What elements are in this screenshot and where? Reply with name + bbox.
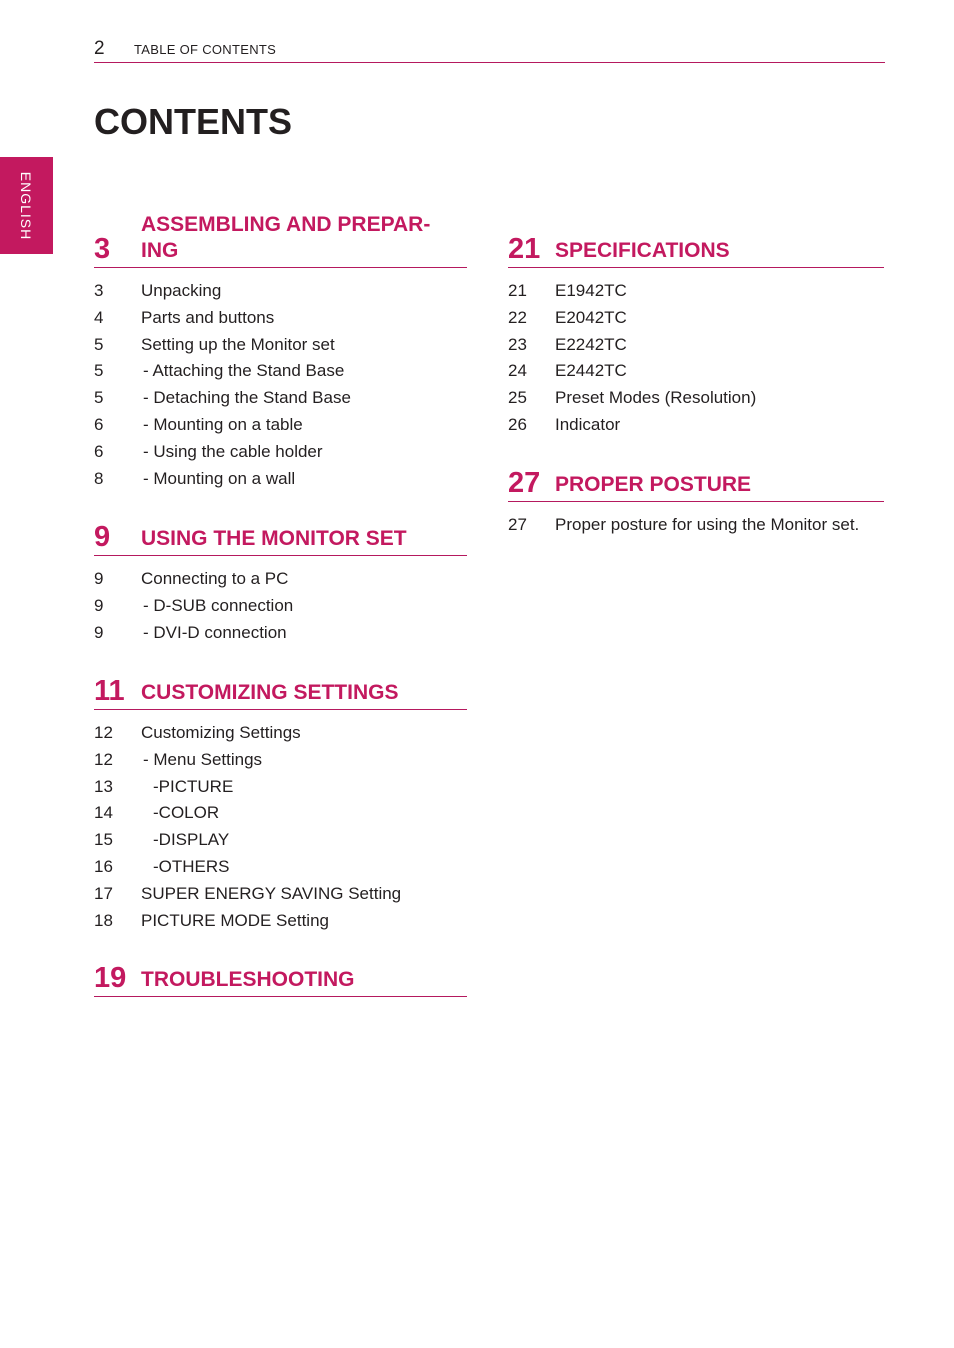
toc-entry[interactable] xyxy=(508,385,884,412)
entry-text: E2442TC xyxy=(555,361,627,381)
entry-page: 8 xyxy=(94,468,104,488)
toc-entries xyxy=(508,278,884,439)
entry-text: -COLOR xyxy=(153,803,220,823)
entry-page: 18 xyxy=(94,910,113,930)
entry-text: - DVI-D connection xyxy=(143,622,287,642)
entry-page: 14 xyxy=(94,803,113,823)
entry-text: -DISPLAY xyxy=(153,830,230,850)
entry-page: 25 xyxy=(508,388,527,408)
toc-entry[interactable] xyxy=(508,332,884,359)
toc-entry[interactable] xyxy=(94,800,467,827)
entry-page: 12 xyxy=(94,749,113,769)
toc-entry[interactable] xyxy=(508,412,884,439)
section-title[interactable]: SPECIFICATIONS xyxy=(555,239,730,262)
entry-text: - Attaching the Stand Base xyxy=(143,361,345,381)
section-heading xyxy=(94,675,467,710)
toc-entry[interactable] xyxy=(94,720,467,747)
section-number: 21 xyxy=(508,233,541,265)
entry-text: - Using the cable holder xyxy=(143,441,323,461)
toc-entry[interactable] xyxy=(508,512,884,539)
entry-page: 21 xyxy=(508,281,527,300)
header-title: TABLE OF CONTENTS xyxy=(134,42,277,57)
entry-text: - Mounting on a table xyxy=(143,414,303,434)
entry-page: 15 xyxy=(94,830,113,850)
toc-section-customizing xyxy=(94,675,467,934)
toc-entry[interactable] xyxy=(94,385,467,412)
entry-page: 3 xyxy=(94,281,104,300)
section-title-line: ING xyxy=(141,239,179,262)
entry-text: Parts and buttons xyxy=(141,307,275,327)
section-number: 9 xyxy=(94,521,111,553)
entry-text: Indicator xyxy=(555,414,621,434)
toc-entries xyxy=(508,512,884,539)
entry-text: - Mounting on a wall xyxy=(143,468,296,488)
section-heading xyxy=(94,962,467,997)
section-heading xyxy=(508,233,884,268)
entry-text: - D-SUB connection xyxy=(143,595,294,615)
toc-entry[interactable] xyxy=(508,305,884,332)
toc-entry[interactable] xyxy=(94,908,467,935)
section-title[interactable]: USING THE MONITOR SET xyxy=(141,527,407,550)
entry-text: SUPER ENERGY SAVING Setting xyxy=(141,883,402,903)
toc-entry[interactable] xyxy=(94,305,467,332)
toc-section-using-monitor xyxy=(94,521,467,646)
toc-section-assembling xyxy=(94,212,467,492)
toc-entry[interactable] xyxy=(508,358,884,385)
entry-text: Customizing Settings xyxy=(141,723,301,742)
entry-page: 12 xyxy=(94,723,113,742)
entry-page: 23 xyxy=(508,334,527,354)
entry-page: 6 xyxy=(94,441,104,461)
entry-page: 5 xyxy=(94,361,104,381)
entry-page: 4 xyxy=(94,307,104,327)
entry-text: E2242TC xyxy=(555,334,627,354)
toc-entry[interactable] xyxy=(94,620,467,647)
entry-page: 27 xyxy=(508,515,527,534)
section-title[interactable] xyxy=(94,212,467,267)
section-title[interactable]: PROPER POSTURE xyxy=(555,473,752,496)
entry-text: E2042TC xyxy=(555,307,627,327)
page-header xyxy=(94,38,885,63)
toc-entry[interactable] xyxy=(508,278,884,305)
toc-section-proper-posture xyxy=(508,467,884,539)
toc-entry[interactable] xyxy=(94,854,467,881)
toc-entry[interactable] xyxy=(94,412,467,439)
entry-text: PICTURE MODE Setting xyxy=(141,910,329,930)
toc-entries xyxy=(94,278,467,492)
toc-entry[interactable] xyxy=(94,747,467,774)
entry-text: Unpacking xyxy=(141,281,222,300)
entry-page: 24 xyxy=(508,361,527,381)
toc-entries xyxy=(94,720,467,934)
entry-text: -OTHERS xyxy=(153,856,230,876)
section-number: 3 xyxy=(94,233,111,265)
toc-entry[interactable] xyxy=(94,827,467,854)
section-heading xyxy=(94,521,467,556)
toc-entry[interactable] xyxy=(94,278,467,305)
entry-text: Proper posture for using the Monitor set. xyxy=(555,515,860,534)
section-title[interactable]: TROUBLESHOOTING xyxy=(141,968,355,991)
entry-page: 13 xyxy=(94,776,113,796)
toc-section-specifications xyxy=(508,233,884,439)
entry-page: 9 xyxy=(94,595,104,615)
entry-page: 17 xyxy=(94,883,113,903)
entry-page: 9 xyxy=(94,569,104,588)
toc-entries xyxy=(94,566,467,646)
entry-text: -PICTURE xyxy=(153,776,234,796)
section-heading xyxy=(94,212,467,268)
toc-entry[interactable] xyxy=(94,439,467,466)
section-number: 11 xyxy=(94,675,125,707)
page-number: 2 xyxy=(94,38,105,59)
entry-page: 22 xyxy=(508,307,527,327)
entry-text: Connecting to a PC xyxy=(141,569,289,588)
entry-text: Preset Modes (Resolution) xyxy=(555,388,757,408)
toc-entry[interactable] xyxy=(94,332,467,359)
entry-page: 9 xyxy=(94,622,104,642)
toc-entry[interactable] xyxy=(94,881,467,908)
section-title[interactable]: CUSTOMIZING SETTINGS xyxy=(141,681,399,704)
entry-text: - Menu Settings xyxy=(143,749,263,769)
toc-entry[interactable] xyxy=(94,566,467,593)
toc-entry[interactable] xyxy=(94,593,467,620)
entry-text: E1942TC xyxy=(555,281,627,300)
entry-page: 16 xyxy=(94,856,113,876)
language-tab xyxy=(0,157,53,254)
entry-page: 6 xyxy=(94,414,104,434)
section-number: 27 xyxy=(508,467,541,499)
section-title-line: ASSEMBLING AND PREPAR- xyxy=(141,213,431,236)
entry-text: Setting up the Monitor set xyxy=(141,334,335,354)
language-label: ENGLISH xyxy=(18,171,34,241)
section-heading xyxy=(508,467,884,502)
entry-page: 5 xyxy=(94,334,104,354)
page-title: CONTENTS xyxy=(94,101,292,142)
entry-page: 5 xyxy=(94,388,104,408)
toc-entry[interactable] xyxy=(94,466,467,493)
section-number: 19 xyxy=(94,962,127,994)
entry-text: - Detaching the Stand Base xyxy=(143,388,351,408)
toc-entry[interactable] xyxy=(94,358,467,385)
toc-section-troubleshooting xyxy=(94,962,467,997)
toc-entry[interactable] xyxy=(94,774,467,801)
entry-page: 26 xyxy=(508,414,527,434)
